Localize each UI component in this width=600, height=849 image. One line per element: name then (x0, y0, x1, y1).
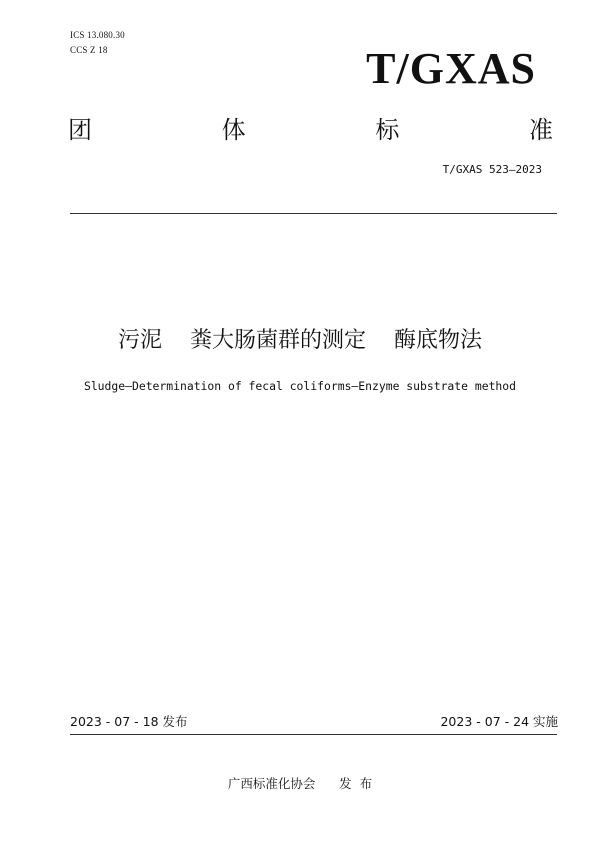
document-type-char: 标 (375, 116, 400, 144)
document-type-char: 体 (221, 116, 246, 144)
effective-date: 2023 - 07 - 24 实施 (440, 714, 558, 729)
ics-code: ICS 13.080.30 (70, 30, 125, 40)
publisher: 广西标准化协会 发 布 (227, 776, 373, 791)
standard-number: T/GXAS 523—2023 (442, 163, 542, 176)
brand-logo-text: T/GXAS (366, 44, 536, 93)
title-chinese: 污泥 粪大肠菌群的测定 酶底物法 (118, 328, 482, 353)
document-type-char: 准 (528, 116, 553, 144)
document-type (68, 116, 553, 144)
top-divider (70, 213, 557, 214)
bottom-divider (70, 734, 557, 735)
published-date: 2023 - 07 - 18 发布 (70, 714, 188, 729)
document-type-char: 团 (68, 116, 92, 144)
title-english: Sludge—Determination of fecal coliforms—Enzyme substrate method (83, 379, 517, 393)
ccs-code: CCS Z 18 (70, 45, 108, 55)
